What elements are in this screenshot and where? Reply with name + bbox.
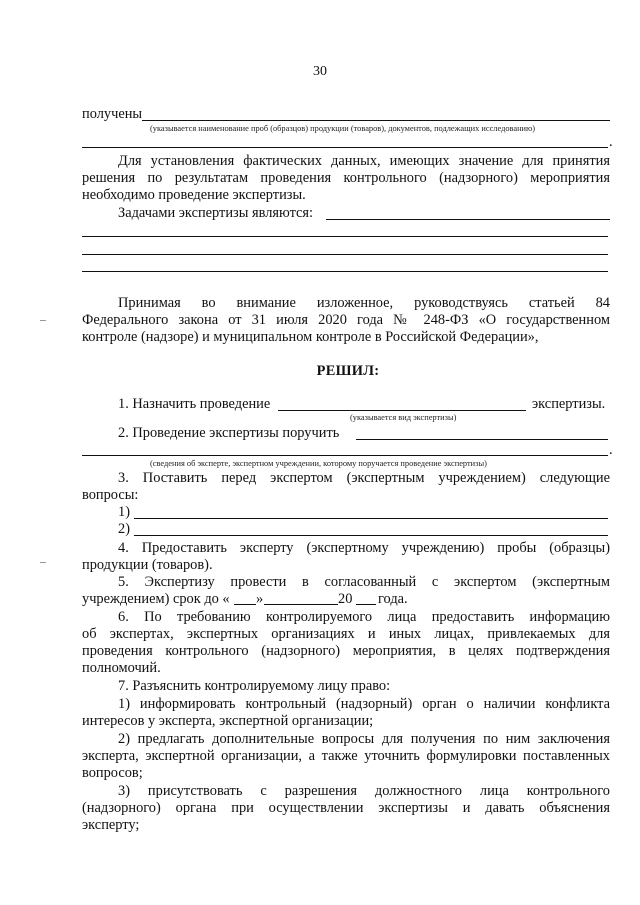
item7-sub2-line-2: эксперта, экспертной организации, а также уточнить формулировки поставленных	[82, 748, 610, 764]
item6-line-3: проведения контрольного (надзорного) мероприятия, в целях подтверждения	[82, 643, 610, 659]
item4-line-1: 4. Предоставить эксперту (экспертному учреждению) пробы (образцы)	[118, 540, 610, 556]
item7-sub2-line-3: вопросов;	[82, 765, 143, 781]
obtained-fill-line-1	[142, 120, 610, 121]
item3-q1-fill-line	[134, 518, 608, 519]
item2-text: 2. Проведение экспертизы поручить	[118, 425, 340, 441]
item4-line-2: продукции (товаров).	[82, 557, 213, 573]
item6-line-1: 6. По требованию контролируемого лица предоставить информацию	[118, 609, 610, 625]
margin-mark	[40, 562, 46, 563]
purpose-line-2: решения по результатам проведения контрольного (надзорного) мероприятия	[82, 170, 610, 186]
tasks-fill-line-3	[82, 254, 608, 255]
margin-mark	[40, 320, 46, 321]
considering-line-2: Федерального закона от 31 июля 2020 года № 248-ФЗ «О государственном	[82, 312, 610, 328]
obtained-caption: (указывается наименование проб (образцов) продукции (товаров), документов, подлежащих исследованию)	[150, 124, 536, 133]
tasks-fill-line-4	[82, 271, 608, 272]
item1-text: 1. Назначить проведение	[118, 396, 271, 412]
item1-fill-line	[278, 410, 526, 411]
obtained-end: .	[609, 134, 613, 150]
item3-q1-label: 1)	[118, 504, 130, 520]
item5-year: 20	[338, 591, 353, 607]
item1-caption: (указывается вид экспертизы)	[350, 413, 457, 422]
tasks-fill-line-2	[82, 236, 608, 237]
item6-line-4: полномочий.	[82, 660, 161, 676]
item2-fill-line-1	[356, 439, 608, 440]
item5-mid: »	[256, 591, 264, 607]
item5-month-fill-line	[264, 604, 338, 605]
item3-q2-fill-line	[134, 535, 608, 536]
item2-caption: (сведения об эксперте, экспертном учреждении, которому поручается проведение экспертизы)	[150, 459, 487, 468]
item7-sub1-line-2: интересов у эксперта, экспертной организации;	[82, 713, 374, 729]
considering-line-3: контроле (надзоре) и муниципальном контроле в Российской Федерации»,	[82, 329, 539, 345]
item2-fill-line-2	[82, 455, 608, 456]
item3-q2-label: 2)	[118, 521, 130, 537]
tasks-label: Задачами экспертизы являются:	[118, 205, 314, 221]
tasks-fill-line-1	[326, 219, 610, 220]
obtained-fill-line-2	[82, 147, 608, 148]
item3-line-2: вопросы:	[82, 487, 139, 503]
purpose-line-1: Для установления фактических данных, имеющих значение для принятия	[118, 153, 610, 169]
item5-year-fill-line	[356, 604, 376, 605]
item3-line-1: 3. Поставить перед экспертом (экспертным учреждением) следующие	[118, 470, 610, 486]
item7-sub3-line-2: (надзорного) органа при осуществлении экспертизы и давать объяснения	[82, 800, 610, 816]
item6-line-2: об экспертах, экспертных организациях и иных лицах, привлекаемых для	[82, 626, 610, 642]
item1-end: экспертизы.	[532, 396, 606, 412]
obtained-label: получены	[82, 106, 143, 122]
decided-title: РЕШИЛ:	[316, 363, 380, 379]
item5-day-fill-line	[234, 604, 256, 605]
item5-line-1: 5. Экспертизу провести в согласованный с экспертом (экспертным	[118, 574, 610, 590]
considering-line-1: Принимая во внимание изложенное, руководствуясь статьей 84	[118, 295, 610, 311]
item5-suffix: года.	[378, 591, 408, 607]
item7-sub1-line-1: 1) информировать контрольный (надзорный) орган о наличии конфликта	[118, 696, 610, 712]
item7-sub2-line-1: 2) предлагать дополнительные вопросы для получения по ним заключения	[118, 731, 610, 747]
item5-prefix: учреждением) срок до «	[82, 591, 230, 607]
item2-end: .	[609, 442, 613, 458]
item7-sub3-line-3: эксперту;	[82, 817, 140, 833]
item7-intro: 7. Разъяснить контролируемому лицу право:	[118, 678, 391, 694]
page-number: 30	[313, 64, 327, 79]
item7-sub3-line-1: 3) присутствовать с разрешения должностного лица контрольного	[118, 783, 610, 799]
purpose-line-3: необходимо проведение экспертизы.	[82, 187, 306, 203]
